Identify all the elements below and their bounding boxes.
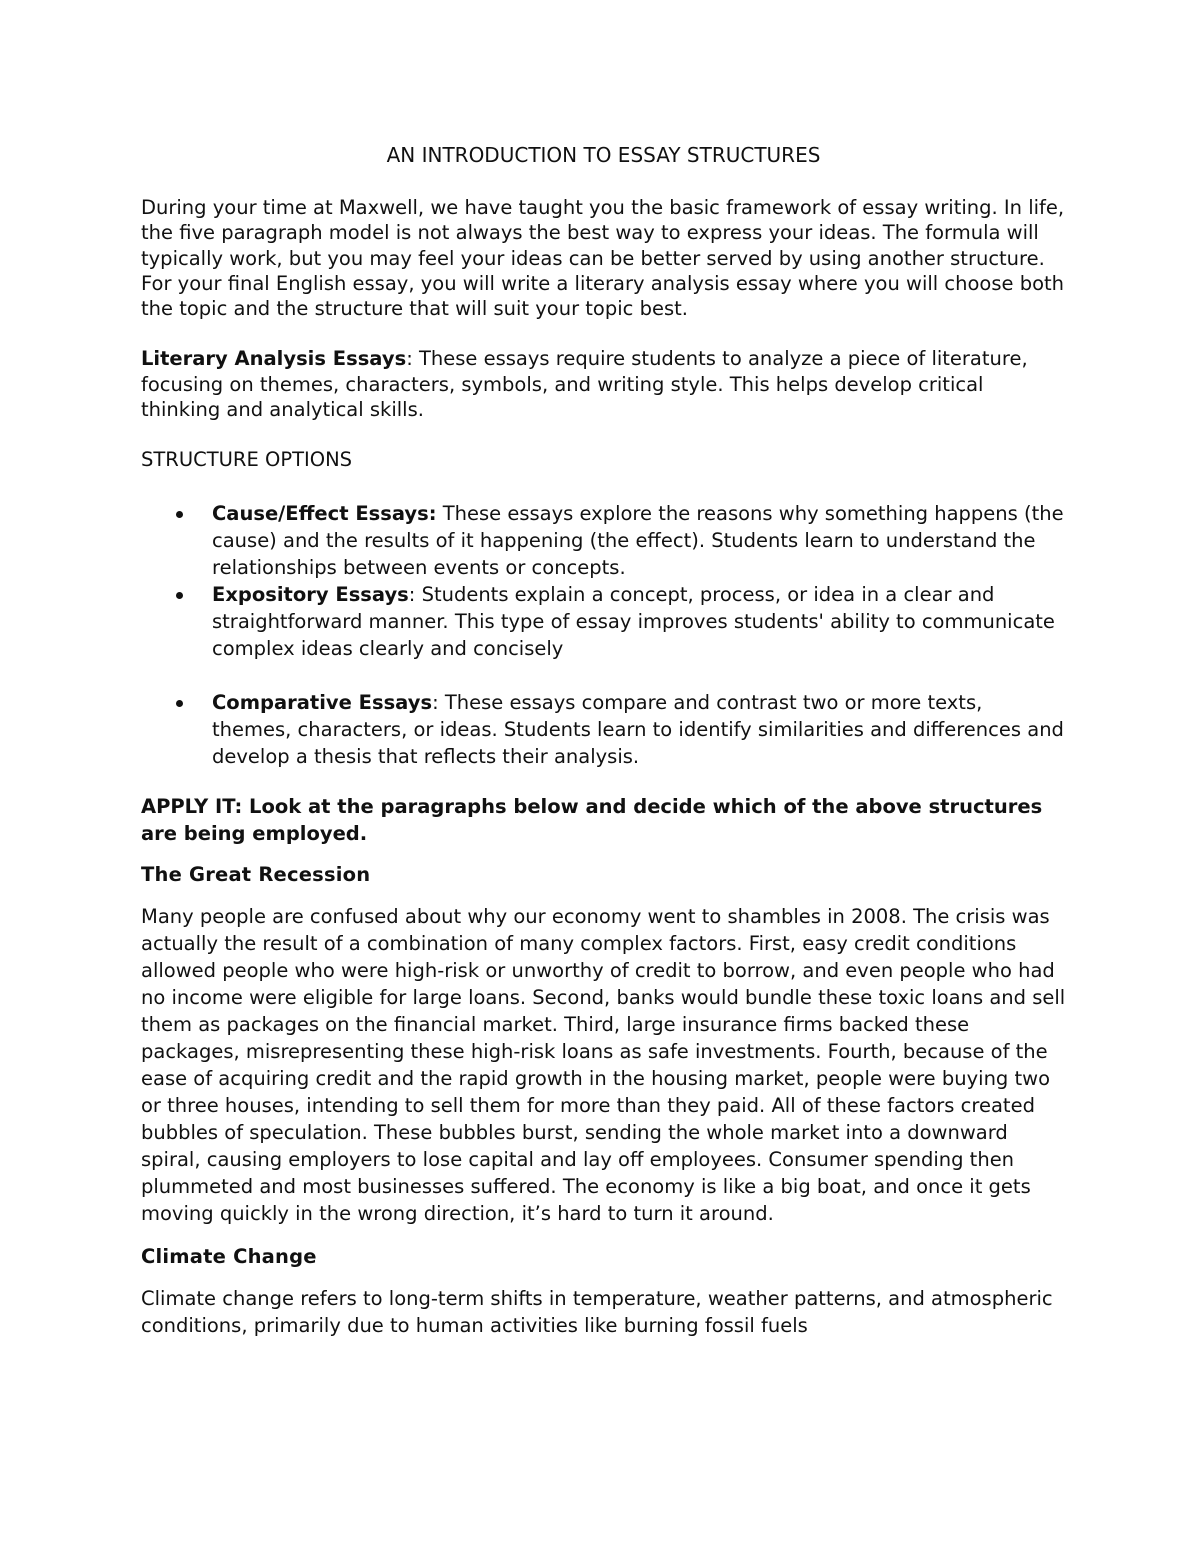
page-title: AN INTRODUCTION TO ESSAY STRUCTURES [386, 143, 821, 167]
list-item [141, 689, 1066, 770]
section-body-climate-change: Climate change refers to long-term shifts in temperature, weather patterns, and atmospheric conditions, primarily due to human activities like burning fossil fuels [141, 1287, 1053, 1338]
list-item [141, 500, 1066, 581]
structure-options-heading: STRUCTURE OPTIONS [141, 448, 353, 472]
structure-text: : Students explain a concept, process, or idea in a clear and straightforward manner. This type of essay improves students' ability to communicate complex ideas clearly and concisely [212, 583, 1055, 661]
section-heading-climate-change: Climate Change [141, 1245, 317, 1269]
literary-analysis-label: Literary Analysis Essays [141, 347, 407, 371]
section-body-great-recession: Many people are confused about why our economy went to shambles in 2008. The crisis was actually the result of a combination of many complex factors. First, easy credit conditions allowed people who were high-risk or unworthy of credit to borrow, and even people who had no income were eligible for large loans. Second, banks would bundle these toxic loans and sell them as packages on the financial market. Third, large insurance firms backed these packages, misrepresenting these high-risk loans as safe investments. Fourth, because of the ease of acquiring credit and the rapid growth in the housing market, people were buying two or three houses, intending to sell them for more than they paid. All of these factors created bubbles of speculation. These bubbles burst, sending the whole market into a downward spiral, causing employers to lose capital and lay off employees. Consumer spending then plummeted and most businesses suffered. The economy is like a big boat, and once it gets moving quickly in the wrong direction, it’s hard to turn it around. [141, 905, 1066, 1226]
bullet-icon [176, 511, 183, 518]
structure-text: These essays explore the reasons why something happens (the cause) and the results of it happening (the effect). Students learn to understand the relationships between events or concepts. [212, 502, 1064, 580]
section-heading-great-recession: The Great Recession [141, 863, 371, 887]
bullet-icon [176, 700, 183, 707]
bullet-icon [176, 592, 183, 599]
structure-label: Cause/Effect Essays: [212, 502, 437, 526]
document-page [141, 140, 1066, 1355]
apply-it-instruction: APPLY IT: Look at the paragraphs below and decide which of the above structures are being employed. [141, 795, 1043, 846]
structure-text: : These essays compare and contrast two or more texts, themes, characters, or ideas. Students learn to identify similarities and differences and develop a thesis that reflects their analysis. [212, 691, 1064, 769]
list-item [141, 581, 1066, 662]
structure-label: Comparative Essays [212, 691, 433, 715]
structure-list [141, 500, 1066, 770]
literary-analysis-text: : These essays require students to analyze a piece of literature, focusing on themes, characters, symbols, and writing style. This helps develop critical thinking and analytical skills. [141, 347, 1028, 422]
literary-analysis-paragraph [141, 346, 1066, 422]
intro-paragraph: During your time at Maxwell, we have taught you the basic framework of essay writing. In life, the five paragraph model is not always the best way to express your ideas. The formula will typically work, but you may feel your ideas can be better served by using another structure. For your final English essay, you will write a literary analysis essay where you will choose both the topic and the structure that will suit your topic best. [141, 196, 1065, 321]
structure-label: Expository Essays [212, 583, 409, 607]
